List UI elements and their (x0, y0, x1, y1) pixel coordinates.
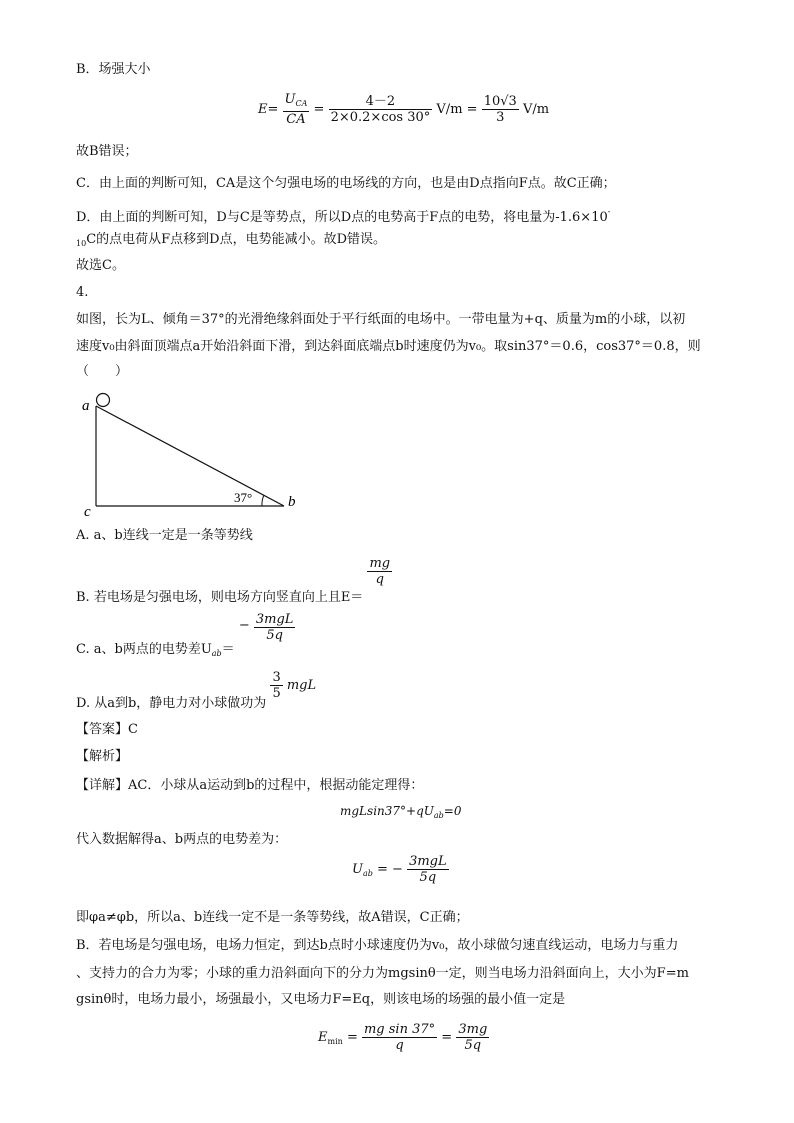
eq1-fraction-1 (283, 92, 310, 127)
choose-c: 故选C。 (76, 258, 125, 273)
option-d-num: 3 (272, 670, 281, 685)
eq1-equals-a: = (313, 102, 325, 117)
b-explain-2: 、支持力的合力为零；小球的重力沿斜面向下的分力为mgsinθ一定，则当电场力沿斜面向上，大小为F=m (76, 966, 689, 981)
b-wrong: 故B错误； (76, 144, 138, 159)
option-b-den: q (375, 572, 384, 587)
angle-arc (262, 495, 264, 506)
option-b-text: B. 若电场是匀强电场，则电场方向竖直向上且E＝ (76, 590, 364, 605)
eq4-eq1: = (346, 1030, 358, 1045)
answer: 【答案】C (76, 722, 138, 737)
option-c-minus: − (238, 618, 250, 633)
option-a: A. a、b连线一定是一条等势线 (76, 528, 253, 543)
eq1-f2-num: 4－2 (329, 94, 433, 110)
option-c-sub: ab (211, 649, 222, 658)
eq4-fraction-2 (456, 1022, 489, 1053)
eq1-f1-num: U (284, 92, 296, 107)
option-c-fraction (254, 612, 296, 643)
label-c: c (84, 504, 91, 520)
phi-line: 即φa≠φb，所以a、b连线一定不是一条等势线，故A错误，C正确； (76, 910, 469, 925)
eq4-eq2: = (441, 1030, 453, 1045)
option-c-text (76, 642, 235, 657)
eq1-f3-num-b: √3 (500, 94, 517, 109)
question-text-1: 如图，长为L、倾角＝37°的光滑绝缘斜面处于平行纸面的电场中。一带电量为+q、质量为m的小球，以初 (76, 312, 686, 327)
incline-figure (80, 388, 310, 520)
eq3-fraction (407, 854, 449, 885)
eq2-sub: ab (433, 811, 444, 820)
eq1-fraction-2 (329, 94, 433, 125)
ball (97, 394, 110, 407)
option-d-text: D. 从a到b，静电力对小球做功为 (76, 696, 267, 711)
eq3-lhs: U (352, 862, 363, 877)
c-line: C．由上面的判断可知，CA是这个匀强电场的电场线的方向，也是由D点指向F点。故C正确； (76, 176, 616, 191)
analysis-label: 【解析】 (76, 749, 129, 764)
incline-side (96, 406, 284, 506)
d-line-1-sup: - (607, 207, 611, 216)
eq1-unit-2: V/m (522, 102, 550, 117)
eq3-lhs-sub: ab (362, 869, 373, 878)
b-explain-1: B．若电场是匀强电场，电场力恒定，到达b点时小球速度仍为v₀，故小球做匀速直线运动，电场力与重力 (76, 938, 679, 953)
substitution-line: 代入数据解得a、b两点的电势差为： (76, 832, 288, 847)
eq1-f1-den: CA (286, 112, 306, 127)
b-explain-3: gsinθ时，电场力最小，场强最小，又电场力F=Eq，则该电场的场强的最小值一定是 (76, 992, 566, 1007)
d-line-2 (76, 232, 386, 252)
option-b-num: mg (369, 556, 391, 571)
option-d (76, 670, 316, 711)
option-c-den: 5q (266, 628, 283, 643)
question-number: 4. (76, 285, 89, 300)
eq3-num: 3mgL (409, 854, 447, 869)
eq1-equals-b: = (466, 102, 478, 117)
eq2-text: mgLsin37°+qU (340, 804, 434, 818)
angle-label: 37° (234, 490, 253, 505)
question-text-2: 速度v₀由斜面顶端点a开始沿斜面下滑，到达斜面底端点b时速度仍为v₀。取sin37°＝0.6，cos37°＝0.8，则 (76, 339, 701, 354)
option-b (76, 556, 392, 605)
potential-diff-equation (352, 854, 449, 885)
label-a: a (82, 398, 90, 414)
eq2-tail: =0 (443, 804, 462, 818)
section-b-title: B．场强大小 (76, 62, 151, 77)
eq4-f2-den: 5q (464, 1038, 482, 1053)
field-strength-equation (258, 92, 549, 127)
eq4-fraction-1 (362, 1022, 437, 1053)
d-line-1-text: D．由上面的判断可知，D与C是等势点，所以D点的电势高于F点的电势，将电量为-1.6×10 (76, 210, 608, 225)
d-line-1 (76, 204, 610, 226)
eq4-f1-num: mg sin 37° (363, 1022, 436, 1037)
eq1-unit-1: V/m (436, 102, 463, 117)
eq4-lhs: E (318, 1030, 328, 1045)
option-c (76, 612, 295, 658)
label-b: b (288, 494, 296, 510)
option-b-fraction (367, 556, 392, 587)
option-c-eq: ＝ (221, 642, 235, 657)
eq1-lhs: E= (258, 102, 279, 117)
detail-line: 【详解】AC．小球从a运动到b的过程中，根据动能定理得： (76, 778, 424, 793)
eq4-lhs-sub: min (327, 1037, 343, 1046)
d-line-2-sup: 10 (76, 239, 87, 248)
option-c-label: C. a、b两点的电势差U (76, 642, 212, 657)
eq1-f3-den: 3 (496, 110, 505, 125)
eq1-fraction-3 (482, 94, 519, 125)
option-d-fraction (270, 670, 282, 701)
eq4-f2-num: 3mg (458, 1022, 488, 1037)
energy-equation (340, 804, 461, 820)
eq3-den: 5q (419, 870, 437, 885)
d-line-2-text: C的点电荷从F点移到D点，电势能减小。故D错误。 (86, 232, 387, 247)
eq4-f1-den: q (395, 1038, 404, 1053)
question-paren: （ ） (76, 364, 129, 379)
eq1-f2-den: 2×0.2×cos 30° (330, 110, 431, 125)
eq3-eq: = − (377, 862, 403, 877)
eq1-f3-num-a: 10 (483, 94, 501, 109)
eq1-f1-num-sub: CA (295, 99, 308, 108)
option-c-num: 3mgL (255, 612, 294, 627)
option-d-den: 5 (272, 686, 281, 701)
min-field-equation (318, 1022, 489, 1053)
option-d-tail: mgL (286, 678, 317, 693)
